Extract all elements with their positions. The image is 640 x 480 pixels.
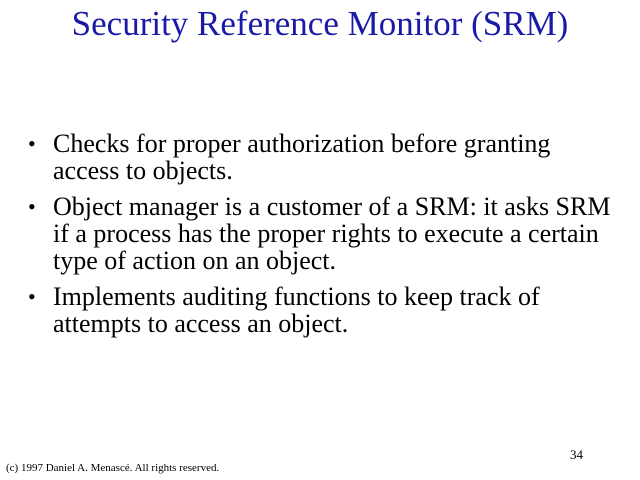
copyright-notice: (c) 1997 Daniel A. Menascé. All rights reserved. bbox=[6, 462, 220, 474]
slide-title: Security Reference Monitor (SRM) bbox=[71, 4, 569, 43]
bullet-item-authorization bbox=[28, 130, 618, 184]
bullet-item-object-manager bbox=[28, 193, 618, 274]
bullet-icon: • bbox=[28, 131, 36, 156]
bullet-icon: • bbox=[28, 284, 36, 309]
bullet-item-auditing bbox=[28, 283, 618, 337]
slide-number: 34 bbox=[570, 447, 583, 462]
bullet-icon: • bbox=[28, 194, 36, 219]
bullet-list bbox=[28, 130, 618, 346]
bullet-text: Checks for proper authorization before granting access to objects. bbox=[53, 129, 551, 185]
bullet-text: Object manager is a customer of a SRM: it asks SRM if a process has the proper rights to execute a certain type of action on an object. bbox=[53, 192, 611, 275]
bullet-text: Implements auditing functions to keep track of attempts to access an object. bbox=[53, 282, 540, 338]
